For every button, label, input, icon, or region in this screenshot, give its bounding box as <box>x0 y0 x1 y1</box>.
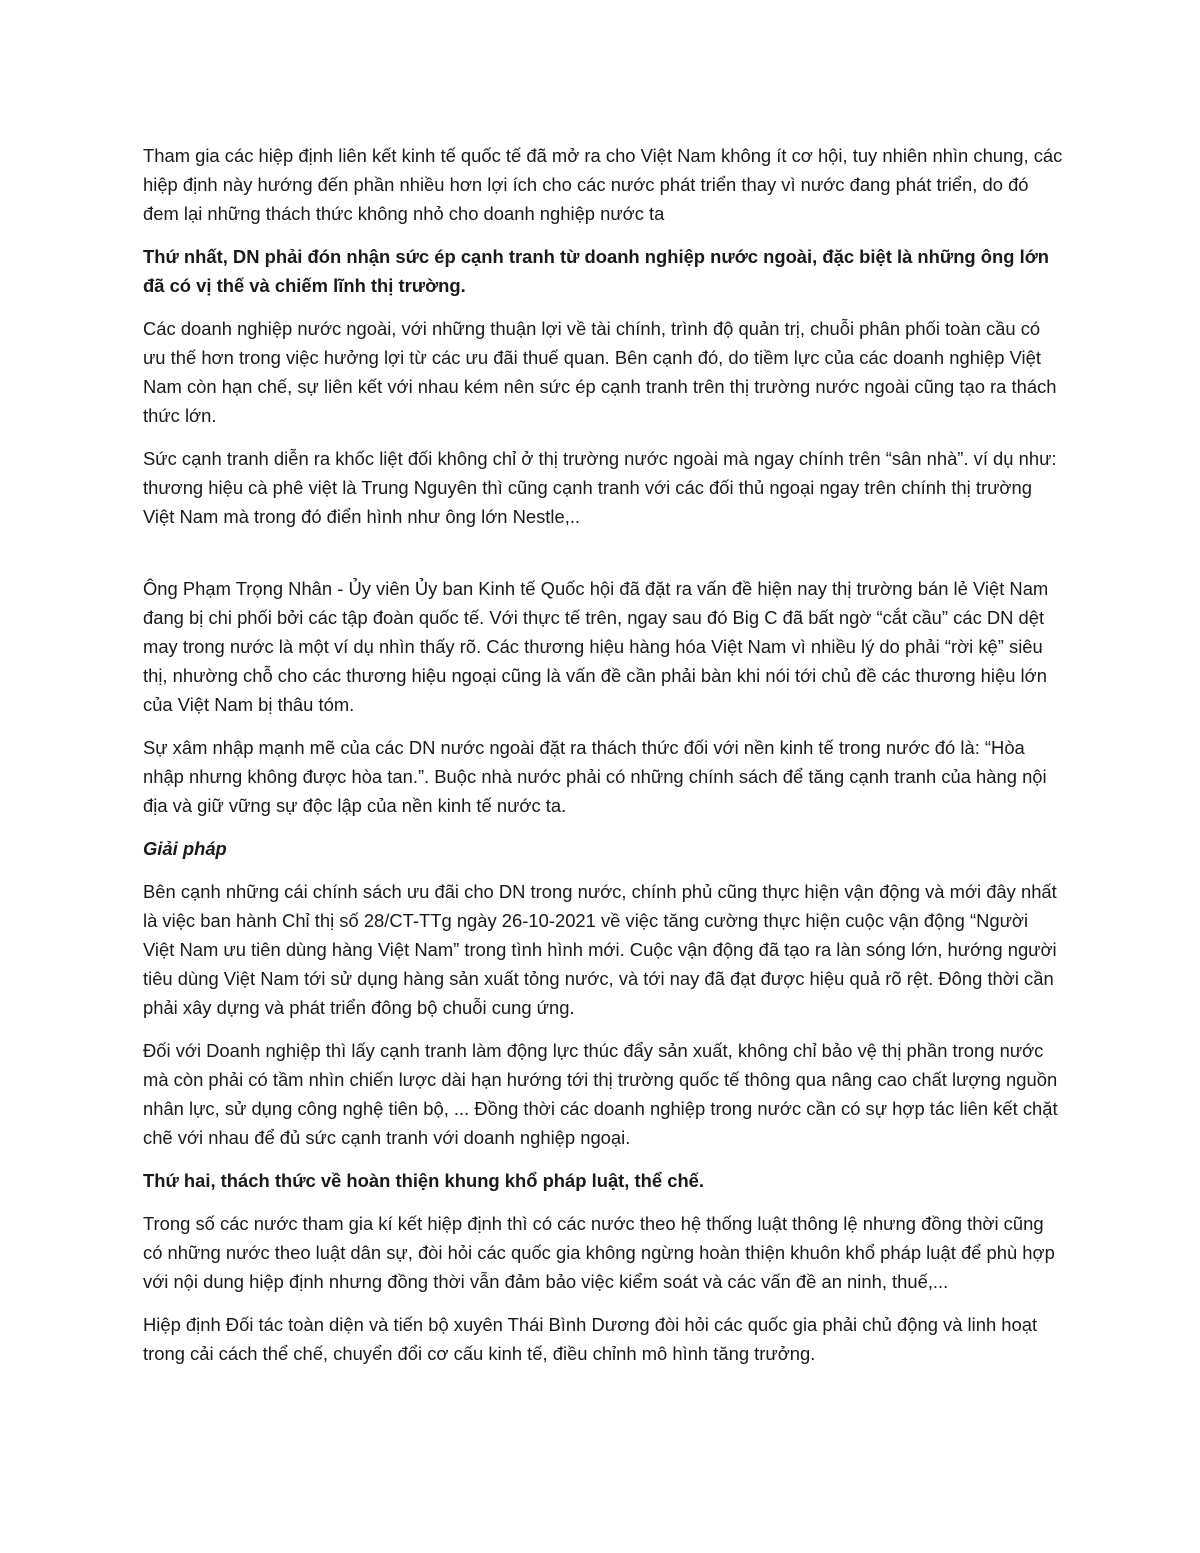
paragraph-competition-home: Sức cạnh tranh diễn ra khốc liệt đối không chỉ ở thị trường nước ngoài mà ngay chính trên “sân nhà”. ví dụ như: thương hiệu cà phê việt là Trung Nguyên thì cũng cạnh tranh với các đối thủ ngoại ngay trên chính thị trường Việt Nam mà trong đó điển hình như ông lớn Nestle,.. <box>143 448 1057 527</box>
paragraph-cptpp: Hiệp định Đối tác toàn diện và tiến bộ xuyên Thái Bình Dương đòi hỏi các quốc gia phải chủ động và linh hoạt trong cải cách thể chế, chuyển đổi cơ cấu kinh tế, điều chỉnh mô hình tăng trưởng. <box>143 1314 1038 1364</box>
intro-paragraph: Tham gia các hiệp định liên kết kinh tế quốc tế đã mở ra cho Việt Nam không ít cơ hội, tuy nhiên nhìn chung, các hiệp định này hướng đến phần nhiều hơn lợi ích cho các nước phát triển thay vì nước đang phát triển, do đó đem lại những thách thức không nhỏ cho doanh nghiệp nước ta <box>143 145 1063 224</box>
paragraph-retail-market: Ông Phạm Trọng Nhân - Ủy viên Ủy ban Kinh tế Quốc hội đã đặt ra vấn đề hiện nay thị trường bán lẻ Việt Nam đang bị chi phối bởi các tập đoàn quốc tế. Với thực tế trên, ngay sau đó Big C đã bất ngờ “cắt cầu” các DN dệt may trong nước là một ví dụ nhìn thấy rõ. Các thương hiệu hàng hóa Việt Nam vì nhiều lý do phải “rời kệ” siêu thị, nhường chỗ cho các thương hiệu ngoại cũng là vấn đề cần phải bàn khi nói tới chủ đề các thương hiệu lớn của Việt Nam bị thâu tóm. <box>143 578 1049 715</box>
heading-first-challenge: Thứ nhất, DN phải đón nhận sức ép cạnh tranh từ doanh nghiệp nước ngoài, đặc biệt là những ông lớn đã có vị thế và chiếm lĩnh thị trường. <box>143 246 1050 296</box>
paragraph-enterprises-strategy: Đối với Doanh nghiệp thì lấy cạnh tranh làm động lực thúc đẩy sản xuất, không chỉ bảo vệ thị phần trong nước mà còn phải có tầm nhìn chiến lược dài hạn hướng tới thị trường quốc tế thông qua nâng cao chất lượng nguồn nhân lực, sử dụng công nghệ tiên bộ, ... Đồng thời các doanh nghiệp trong nước cần có sự hợp tác liên kết chặt chẽ với nhau để đủ sức cạnh tranh với doanh nghiệp ngoại. <box>143 1040 1058 1148</box>
paragraph-integration: Sự xâm nhập mạnh mẽ của các DN nước ngoài đặt ra thách thức đối với nền kinh tế trong nước đó là: “Hòa nhập nhưng không được hòa tan.”. Buộc nhà nước phải có những chính sách để tăng cạnh tranh của hàng nội địa và giữ vững sự độc lập của nền kinh tế nước ta. <box>143 737 1047 816</box>
paragraph-legal-systems: Trong số các nước tham gia kí kết hiệp định thì có các nước theo hệ thống luật thông lệ nhưng đồng thời cũng có những nước theo luật dân sự, đòi hỏi các quốc gia không ngừng hoàn thiện khuôn khổ pháp luật để phù hợp với nội dung hiệp định nhưng đồng thời vẫn đảm bảo việc kiểm soát và các vấn đề an ninh, thuế,... <box>143 1213 1055 1292</box>
heading-second-challenge: Thứ hai, thách thức về hoàn thiện khung khổ pháp luật, thể chế. <box>143 1170 705 1191</box>
paragraph-foreign-enterprises: Các doanh nghiệp nước ngoài, với những thuận lợi về tài chính, trình độ quản trị, chuỗi phân phối toàn cầu có ưu thế hơn trong việc hưởng lợi từ các ưu đãi thuế quan. Bên cạnh đó, do tiềm lực của các doanh nghiệp Việt Nam còn hạn chế, sự liên kết với nhau kém nên sức ép cạnh tranh trên thị trường nước ngoài cũng tạo ra thách thức lớn. <box>143 318 1057 426</box>
document-page <box>143 141 1063 1382</box>
paragraph-government-campaign: Bên cạnh những cái chính sách ưu đãi cho DN trong nước, chính phủ cũng thực hiện vận động và mới đây nhất là việc ban hành Chỉ thị số 28/CT-TTg ngày 26-10-2021 về việc tăng cường thực hiện cuộc vận động “Người Việt Nam ưu tiên dùng hàng Việt Nam” trong tình hình mới. Cuộc vận động đã tạo ra làn sóng lớn, hướng người tiêu dùng Việt Nam tới sử dụng hàng sản xuất tỏng nước, và tới nay đã đạt được hiệu quả rõ rệt. Đông thời cần phải xây dựng và phát triển đông bộ chuỗi cung ứng. <box>143 881 1057 1018</box>
heading-solution: Giải pháp <box>143 838 227 859</box>
